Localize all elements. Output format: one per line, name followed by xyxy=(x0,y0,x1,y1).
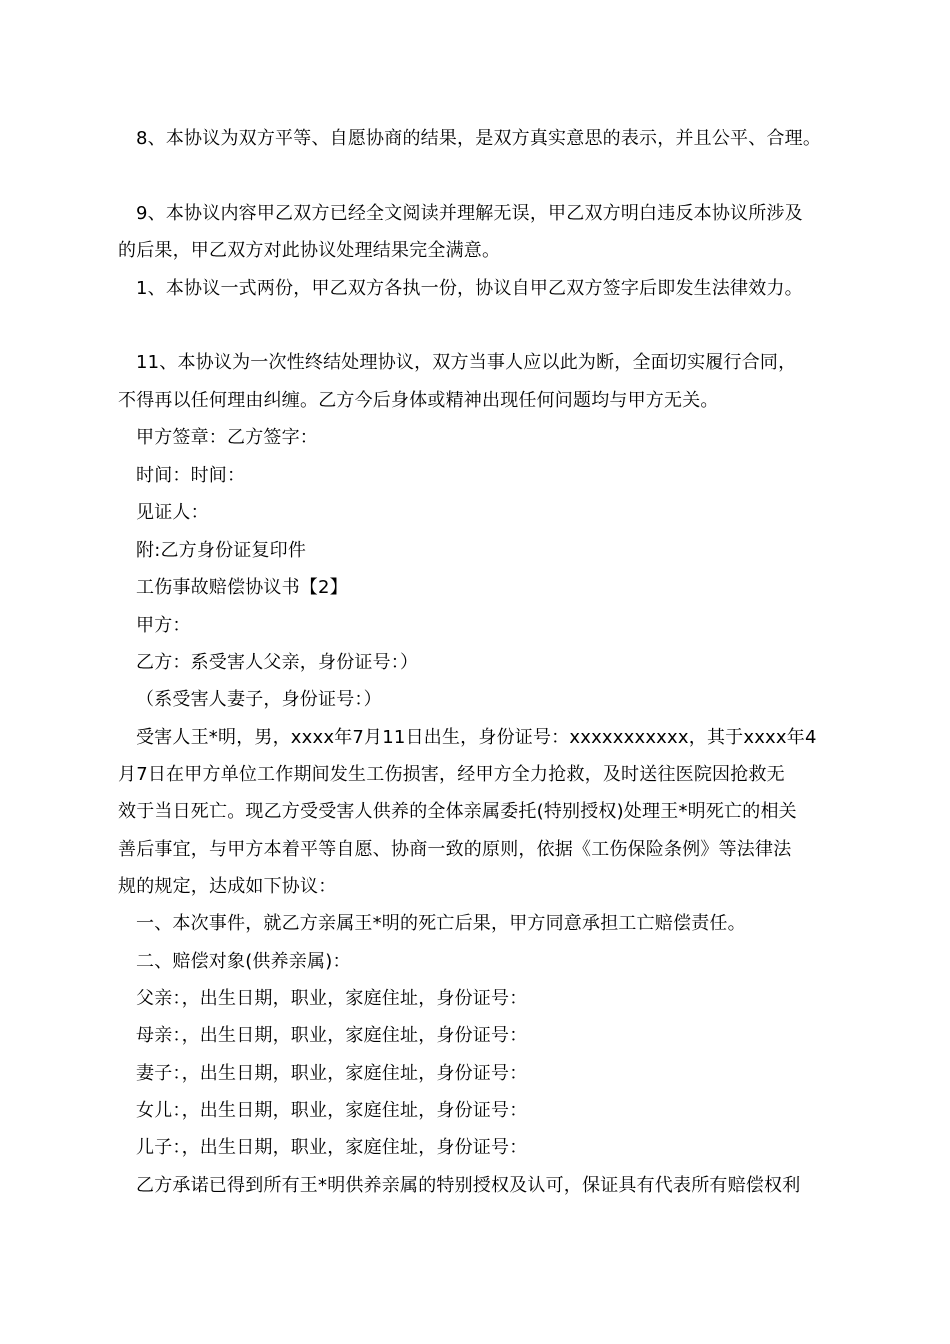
victim-paragraph-line-3: 效于当日死亡。现乙方受受害人供养的全体亲属委托(特别授权)处理王*明死亡的相关 xyxy=(118,801,797,822)
victim-paragraph-line-4: 善后事宜，与甲方本着平等自愿、协商一致的原则，依据《工伤保险条例》等法律法 xyxy=(118,839,792,860)
promise-line: 乙方承诺已得到所有王*明供养亲属的特别授权及认可，保证具有代表所有赔偿权利 xyxy=(136,1175,801,1196)
wife-line: 妻子：，出生日期，职业，家庭住址，身份证号： xyxy=(136,1063,528,1084)
victim-paragraph-line-2: 月7日在甲方单位工作期间发生工伤损害，经甲方全力抢救，及时送往医院因抢救无 xyxy=(118,764,785,785)
clause-two-line: 二、赔偿对象(供养亲属)： xyxy=(136,951,351,972)
clause-11-line-1: 11、本协议为一次性终结处理协议，双方当事人应以此为断，全面切实履行合同， xyxy=(136,352,797,373)
party-a-line: 甲方： xyxy=(136,615,191,636)
victim-paragraph-line-1: 受害人王*明，男，xxxx年7月11日出生，身份证号：xxxxxxxxxxx，其于xxxx年4 xyxy=(136,727,817,748)
daughter-line: 女儿：，出生日期，职业，家庭住址，身份证号： xyxy=(136,1100,528,1121)
party-b-alt-line: （系受害人妻子，身份证号：） xyxy=(136,689,382,710)
clause-one-line: 一、本次事件，就乙方亲属王*明的死亡后果，甲方同意承担工亡赔偿责任。 xyxy=(136,913,746,934)
father-line: 父亲：，出生日期，职业，家庭住址，身份证号： xyxy=(136,988,528,1009)
clause-8-line: 8、本协议为双方平等、自愿协商的结果，是双方真实意思的表示，并且公平、合理。 xyxy=(136,128,822,149)
son-line: 儿子：，出生日期，职业，家庭住址，身份证号： xyxy=(136,1137,528,1158)
document-title: 工伤事故赔偿协议书【2】 xyxy=(136,577,348,598)
mother-line: 母亲：，出生日期，职业，家庭住址，身份证号： xyxy=(136,1025,528,1046)
victim-paragraph-line-5: 规的规定，达成如下协议： xyxy=(118,876,337,897)
attachment-line: 附:乙方身份证复印件 xyxy=(136,540,307,561)
clause-11-line-2: 不得再以任何理由纠缠。乙方今后身体或精神出现任何问题均与甲方无关。 xyxy=(118,390,719,411)
clause-9-line-2: 的后果，甲乙双方对此协议处理结果完全满意。 xyxy=(118,240,501,261)
party-b-line: 乙方：系受害人父亲，身份证号：） xyxy=(136,652,419,673)
clause-9-line-1: 9、本协议内容甲乙双方已经全文阅读并理解无误，甲乙双方明白违反本协议所涉及 xyxy=(136,203,803,224)
witness-line: 见证人： xyxy=(136,502,209,523)
date-line: 时间：时间： xyxy=(136,465,246,486)
clause-10-line: 1、本协议一式两份，甲乙双方各执一份，协议自甲乙双方签字后即发生法律效力。 xyxy=(136,278,803,299)
signature-line: 甲方签章：乙方签字： xyxy=(136,427,318,448)
